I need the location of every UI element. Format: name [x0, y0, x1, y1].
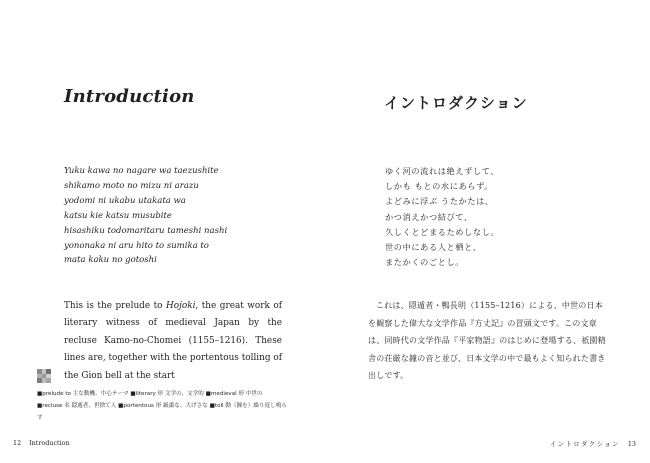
body-text-english: [64, 298, 282, 385]
audio-qr-code-icon[interactable]: [37, 369, 51, 383]
folio-right: [550, 439, 636, 448]
poem-line-japanese: しかも もとの水にあらず。: [385, 181, 493, 192]
poem-romaji: [64, 164, 227, 268]
poem-line-romaji: shikamo moto no mizu ni arazu: [64, 180, 199, 191]
poem-line-romaji: Yuku kawa no nagare wa taezushite: [64, 166, 219, 176]
body-text-part1: This is the prelude to: [64, 301, 167, 311]
poem-line-romaji: yononaka ni aru hito to sumika to: [64, 240, 209, 251]
poem-japanese: [385, 164, 499, 270]
body-text-part2: , the great work of literary witness of medieval Japan by the recluse Kamo-no-Chomei (1155–1216). These lines are, together with the portentous tolling of the Gion bell at the start: [64, 301, 282, 381]
running-head-right: イントロダクション: [549, 440, 620, 448]
body-text-japanese: これは、隠遁者・鴨長明（1155–1216）による、中世の日本を観察した偉大な文学作品『方丈記』の冒頭文です。この文章は、同時代の文学作品『平家物語』のはじめに登場する、祇園精舎の荘厳な鐘の音と並び、日本文学の中で最もよく知られた書き出しです。: [368, 301, 606, 381]
poem-line-japanese: 久しくとどまるためしなし。: [385, 226, 500, 237]
poem-line-romaji: yodomi ni ukabu utakata wa: [64, 195, 186, 206]
page-title-japanese: イントロダクション: [384, 94, 528, 112]
poem-line-japanese: かつ消えかつ結びて、: [385, 211, 473, 222]
poem-line-japanese: ゆく河の流れは絶えずして、: [385, 166, 500, 176]
work-title: Hojoki: [166, 301, 196, 311]
poem-line-japanese: 世の中にある人と栖と、: [385, 242, 482, 253]
poem-line-romaji: mata kaku no gotoshi: [64, 255, 157, 266]
page-title-english: Introduction: [64, 86, 195, 107]
page-number-left: 12: [13, 439, 22, 447]
poem-line-japanese: またかくのごとし。: [385, 257, 465, 268]
poem-line-romaji: hisashiku todomaritaru tameshi nashi: [64, 225, 228, 236]
qr-cell: [46, 378, 51, 383]
glossary: ■prelude to 主な動機、中心テーマ ■literary 形 文学の、文学的 ■medieval 形 中世の ■recluse 名 隠遁者、世捨て人 ■portentous 形 厳粛な、大げさな ■toll 動（鐘を）繰り返し鳴らす: [37, 391, 287, 422]
page-number-right: 13: [627, 440, 636, 448]
running-head-left: Introduction: [29, 439, 70, 447]
folio-left: [13, 439, 70, 447]
poem-line-romaji: katsu kie katsu musubite: [64, 210, 172, 221]
poem-line-japanese: よどみに浮ぶ うたかたは、: [385, 196, 494, 207]
